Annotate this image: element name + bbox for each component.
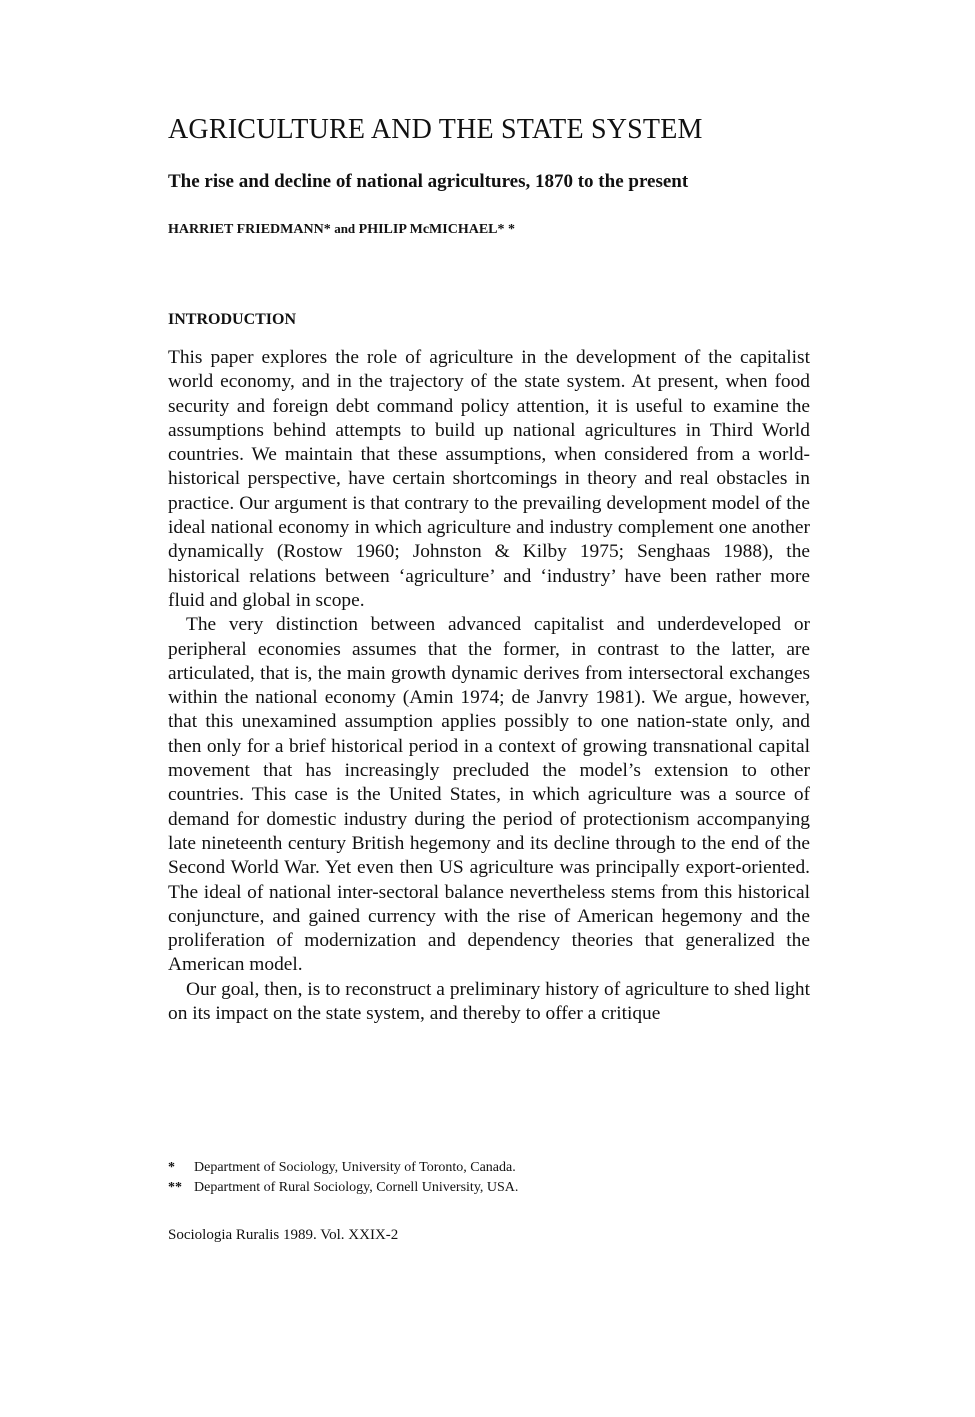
footnote [168,1158,810,1178]
author-name: PHILIP McMICHAEL* * [358,222,516,237]
author-name: HARRIET FRIEDMANN* [168,222,331,237]
paragraph: This paper explores the role of agriculture in the development of the capitalist world economy, and in the trajectory of the state system. At present, when food security and foreign debt command policy attention, it is useful to examine the assumptions behind attempts to build up national agricultures in Third World countries. We maintain that these assumptions, when considered from a world-historical perspective, have certain shortcomings in theory and real obstacles in practice. Our argument is that contrary to the prevailing development model of the ideal national economy in which agriculture and industry complement one another dynamically (Rostow 1960; Johnston & Kilby 1975; Senghaas 1988), the historical relations between ‘agriculture’ and ‘industry’ have been rather more fluid and global in scope. [168,347,810,611]
footnote-mark: ** [168,1180,182,1195]
author-conjunction: and [334,221,356,236]
footnote-mark: * [168,1160,175,1175]
footnote-text: Department of Sociology, University of Toronto, Canada. [194,1160,516,1175]
body-text [168,346,810,1026]
paragraph: Our goal, then, is to reconstruct a preliminary history of agriculture to shed light on its impact on the state system, and thereby to offer a critique [168,978,810,1025]
section-heading: INTRODUCTION [168,311,297,328]
article-subtitle: The rise and decline of national agricultures, 1870 to the present [168,171,689,192]
article-title: AGRICULTURE AND THE STATE SYSTEM [168,114,703,145]
footnotes [168,1158,810,1198]
footnote-text: Department of Rural Sociology, Cornell University, USA. [194,1180,519,1195]
author-line [168,221,515,238]
journal-citation: Sociologia Ruralis 1989. Vol. XXIX-2 [168,1227,399,1243]
footnote [168,1178,810,1198]
paragraph: The very distinction between advanced capitalist and underdeveloped or peripheral economies assumes that the former, in contrast to the latter, are articulated, that is, the main growth dynamic derives from intersectoral exchanges within the national economy (Amin 1974; de Janvry 1981). We argue, however, that this unexamined assumption applies possibly to one nation-state only, and then only for a brief historical period in a context of growing transnational capital movement that has increasingly precluded the model’s extension to other countries. This case is the United States, in which agriculture was a source of demand for domestic industry during the period of protectionism accompanying late nineteenth century British hegemony and its decline through to the end of the Second World War. Yet even then US agriculture was principally export-oriented. The ideal of national inter-sectoral balance nevertheless stems from this historical conjuncture, and gained currency with the rise of American hegemony and the proliferation of modernization and dependency theories that generalized the American model. [168,614,810,976]
